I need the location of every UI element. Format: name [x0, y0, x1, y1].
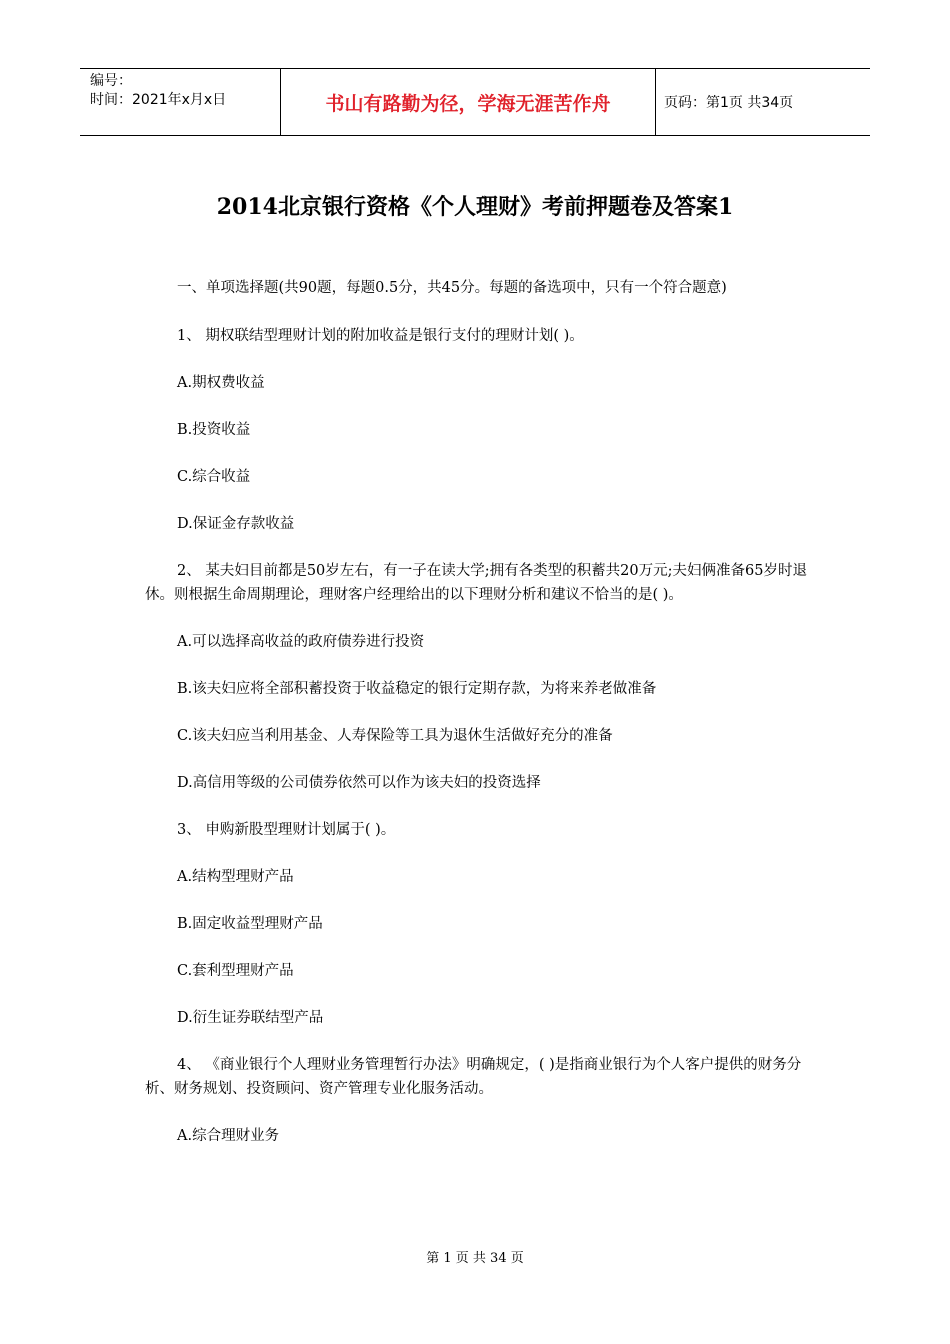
header-page-cell — [656, 69, 870, 135]
option-c: C.该夫妇应当利用基金、人寿保险等工具为退休生活做好充分的准备 — [177, 728, 613, 744]
header-motto-cell — [281, 69, 656, 135]
header-table — [80, 68, 870, 136]
document-title: 2014北京银行资格《个人理财》考前押题卷及答案1 — [216, 194, 734, 220]
option-b: B.固定收益型理财产品 — [177, 916, 323, 932]
page-footer: 第 1 页 共 34 页 — [426, 1251, 524, 1266]
time-label: 时间：2021年x月x日 — [90, 92, 227, 108]
option-a: A.结构型理财产品 — [177, 869, 294, 885]
question-stem: 2、 某夫妇目前都是50岁左右，有一子在读大学;拥有各类型的积蓄共20万元;夫妇俩准备65岁时退休。则根据生命周期理论，理财客户经理给出的以下理财分析和建议不恰当的是( )。 — [145, 563, 807, 603]
option-b: B.该夫妇应将全部积蓄投资于收益稳定的银行定期存款，为将来养老做准备 — [177, 681, 657, 697]
option-a: A.可以选择高收益的政府债券进行投资 — [177, 634, 425, 650]
option-a: A.综合理财业务 — [177, 1128, 280, 1144]
question-stem: 1、 期权联结型理财计划的附加收益是银行支付的理财计划( )。 — [177, 328, 584, 344]
header-meta-cell — [80, 69, 281, 135]
option-c: C.套利型理财产品 — [177, 963, 294, 979]
question-4 — [145, 1053, 810, 1148]
option-d: D.保证金存款收益 — [177, 516, 295, 532]
option-d: D.高信用等级的公司债券依然可以作为该夫妇的投资选择 — [177, 775, 541, 791]
question-2 — [145, 559, 810, 795]
document-body — [145, 276, 810, 1148]
option-a: A.期权费收益 — [177, 375, 265, 391]
option-b: B.投资收益 — [177, 422, 251, 438]
motto-text: 书山有路勤为径，学海无涯苦作舟 — [325, 92, 611, 115]
page-info: 页码：第1页 共34页 — [664, 95, 794, 111]
question-stem: 3、 申购新股型理财计划属于( )。 — [177, 822, 396, 838]
question-3 — [145, 818, 810, 1030]
number-label: 编号： — [90, 73, 132, 89]
option-c: C.综合收益 — [177, 469, 251, 485]
option-d: D.衍生证券联结型产品 — [177, 1010, 324, 1026]
question-stem: 4、 《商业银行个人理财业务管理暂行办法》明确规定，( )是指商业银行为个人客户提供的财务分析、财务规划、投资顾问、资产管理专业化服务活动。 — [145, 1057, 802, 1097]
question-1 — [145, 324, 810, 536]
section-intro: 一、单项选择题(共90题，每题0.5分，共45分。每题的备选项中，只有一个符合题意) — [177, 280, 727, 296]
